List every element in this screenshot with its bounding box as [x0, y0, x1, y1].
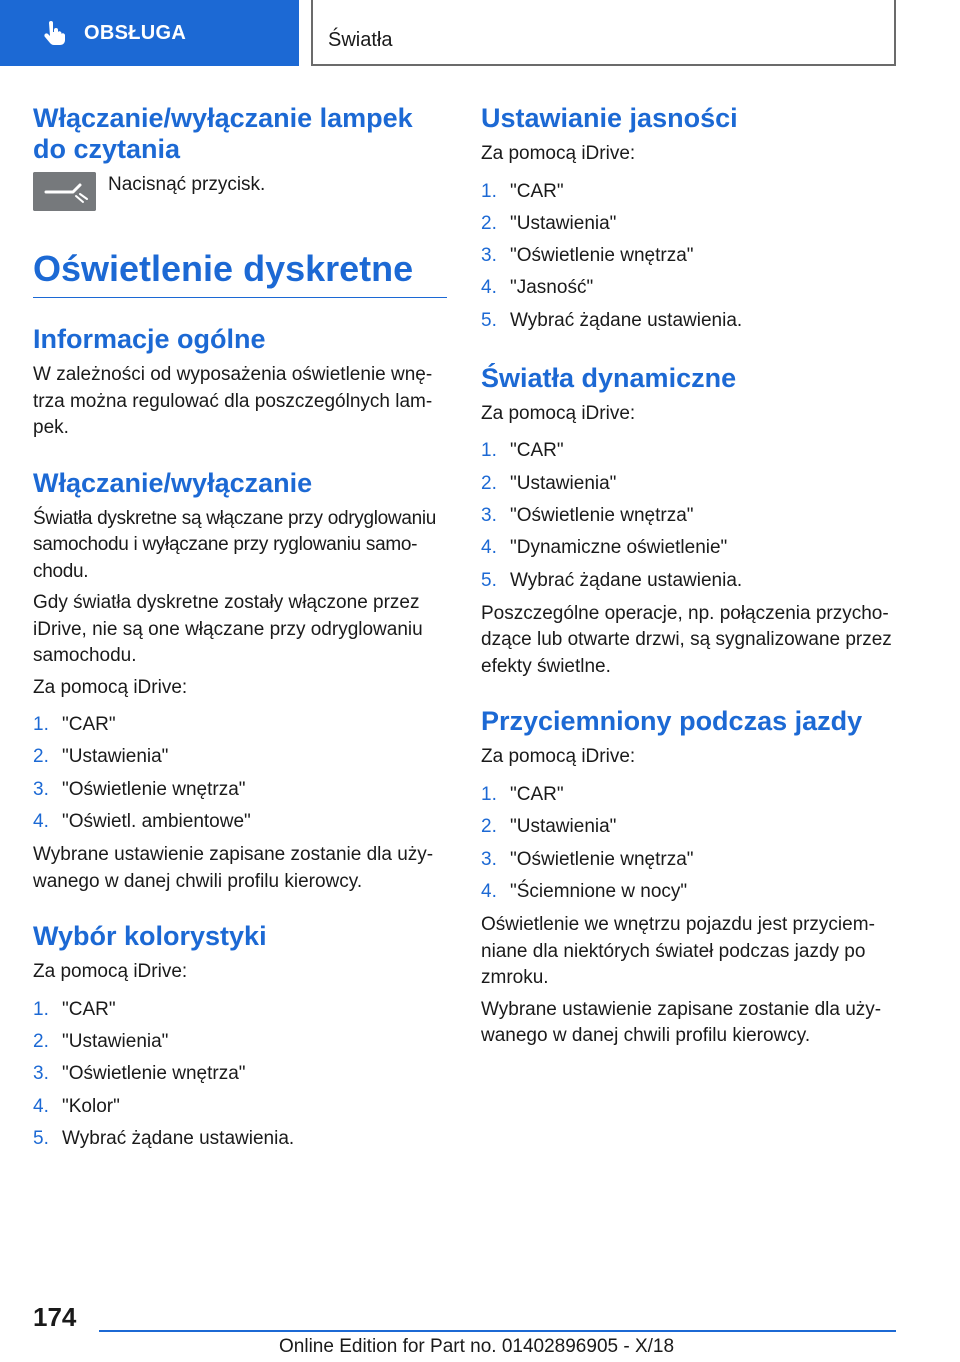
brightness-intro: Za pomocą iDrive:: [481, 143, 636, 164]
list-item: 1. "CAR": [481, 440, 564, 462]
ambient-light-title: Oświetlenie dyskretne: [33, 249, 447, 298]
left-column: [33, 100, 447, 1159]
list-item: 5. Wybrać żądane ustawienia.: [481, 569, 743, 591]
dimmed-note-2: Wybrane ustawienie zapisane zostanie dla używanego w danej chwili profilu kierowcy.: [481, 998, 882, 1047]
list-item: 2. "Ustawienia": [481, 212, 617, 234]
list-item: 1. "CAR": [33, 714, 116, 735]
list-item: 2. "Ustawienia": [481, 472, 617, 494]
list-item: 1. "CAR": [481, 180, 564, 202]
dynamic-steps: [481, 435, 895, 596]
color-steps: [33, 994, 447, 1155]
list-item: 4. "Kolor": [33, 1095, 120, 1117]
section-tab: [0, 0, 299, 66]
chapter-title: Światła: [311, 0, 896, 66]
list-item: 3. "Oświetlenie wnętrza": [481, 245, 694, 267]
list-item: 4. "Dynamiczne oświetlenie": [481, 537, 728, 559]
list-item: 4. "Oświetl. ambientowe": [33, 810, 251, 832]
onoff-text-2: Gdy światła dyskretne zostały włączone przez iDrive, nie są one włączane przy odryglowaniu samochodu.: [33, 592, 423, 666]
onoff-note: Wybrane ustawienie zapisane zostanie dla używanego w danej chwili profilu kierowcy.: [33, 844, 434, 892]
dimmed-heading: Przyciemniony podczas jazdy: [481, 706, 863, 737]
page-header: [0, 0, 960, 66]
dimmed-note-1: Oświetlenie we wnętrzu pojazdu jest przyciemniane dla niektórych świateł podczas jazdy po zmroku.: [481, 914, 875, 989]
dynamic-intro: Za pomocą iDrive:: [481, 402, 636, 424]
list-item: 5. Wybrać żądane ustawienia.: [33, 1127, 295, 1149]
list-item: 3. "Oświetlenie wnętrza": [481, 848, 694, 870]
page-number: 174: [33, 1302, 77, 1332]
dimmed-intro: Za pomocą iDrive:: [481, 746, 636, 768]
edition-info: Online Edition for Part no. 01402896905 - X/18: [279, 1336, 675, 1357]
list-item: 4. "Jasność": [481, 277, 594, 299]
reading-lamp-icon: [33, 172, 96, 211]
list-item: 3. "Oświetlenie wnętrza": [33, 1063, 246, 1085]
list-item: 2. "Ustawienia": [33, 1030, 169, 1052]
onoff-intro: Za pomocą iDrive:: [33, 676, 188, 698]
reading-lamps-text: Nacisnąć przycisk.: [108, 174, 266, 195]
color-heading: Wybór kolorystyki: [33, 921, 267, 952]
general-info-heading: Informacje ogólne: [33, 324, 266, 354]
color-intro: Za pomocą iDrive:: [33, 961, 188, 983]
general-info-text: W zależności od wyposażenia oświetlenie wnętrza można regulować dla poszczególnych lampek.: [33, 364, 433, 438]
dimmed-steps: [481, 779, 895, 908]
brightness-heading: Ustawianie jasności: [481, 103, 738, 133]
list-item: 2. "Ustawienia": [481, 816, 617, 838]
list-item: 3. "Oświetlenie wnętrza": [481, 505, 694, 527]
list-item: 4. "Ściemnione w nocy": [481, 880, 688, 902]
onoff-text-1: Światła dyskretne są włączane przy odryglowaniu samochodu i wyłączane przy ryglowaniu samochodu.: [33, 507, 437, 582]
footer-divider: [99, 1330, 896, 1332]
onoff-steps: [33, 709, 447, 838]
dynamic-heading: Światła dynamiczne: [481, 362, 737, 393]
page-footer: [0, 1290, 960, 1362]
list-item: 1. "CAR": [481, 783, 564, 805]
reading-lamps-heading: Włączanie/wyłączanie lampek do czytania: [33, 103, 413, 164]
hand-pointer-icon: [40, 20, 66, 46]
list-item: 2. "Ustawienia": [33, 746, 169, 768]
onoff-heading: Włączanie/wyłączanie: [33, 467, 313, 498]
list-item: 3. "Oświetlenie wnętrza": [33, 778, 246, 800]
list-item: 1. "CAR": [33, 998, 116, 1020]
brightness-steps: [481, 176, 895, 337]
list-item: 5. Wybrać żądane ustawienia.: [481, 309, 743, 331]
reading-lamps-instruction: [33, 172, 447, 211]
section-tab-label: OBSŁUGA: [84, 21, 187, 44]
right-column: [481, 100, 895, 1055]
dynamic-note: Poszczególne operacje, np. połączenia przychodzące lub otwarte drzwi, są sygnalizowane przez efekty świetlne.: [481, 602, 892, 677]
